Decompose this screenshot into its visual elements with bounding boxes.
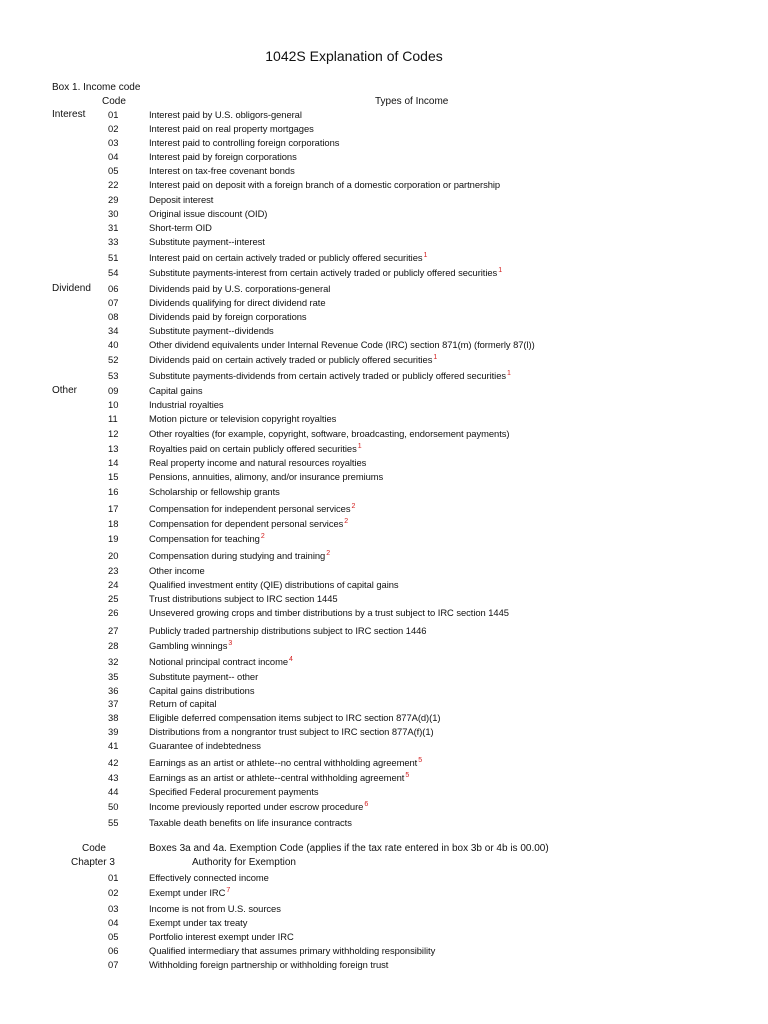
- code-row: [0, 470, 768, 484]
- box1-types-header: Types of Income: [375, 96, 449, 107]
- code-description: Interest paid by U.S. obligors-general: [149, 109, 302, 120]
- code-description-cell: [149, 958, 388, 972]
- footnote-marker: 1: [507, 370, 511, 377]
- income-group-label: Dividend: [52, 283, 91, 294]
- exemption-authority-header: Authority for Exemption: [192, 857, 296, 868]
- code-description: Effectively connected income: [149, 872, 269, 883]
- code-value: 06: [108, 945, 119, 956]
- code-description: Interest paid on real property mortgages: [149, 123, 314, 134]
- code-row: [0, 193, 768, 207]
- code-description-cell: [149, 266, 502, 280]
- code-description-cell: [149, 427, 509, 441]
- code-row: [0, 296, 768, 310]
- code-row: [0, 639, 768, 653]
- code-row: [0, 517, 768, 531]
- code-value: 01: [108, 109, 119, 120]
- code-description-cell: [149, 739, 261, 753]
- code-description: Withholding foreign partnership or withholding foreign trust: [149, 959, 389, 970]
- code-value: 06: [108, 283, 119, 294]
- code-row: [0, 207, 768, 221]
- code-description-cell: [149, 412, 336, 426]
- footnote-marker: 4: [289, 656, 293, 663]
- code-description: Qualified investment entity (QIE) distributions of capital gains: [149, 579, 399, 590]
- code-row: [0, 456, 768, 470]
- code-value: 30: [108, 208, 119, 219]
- code-description-cell: [149, 207, 267, 221]
- code-value: 40: [108, 339, 119, 350]
- code-row: [0, 902, 768, 916]
- code-description: Return of capital: [149, 698, 217, 709]
- code-description-cell: [149, 655, 293, 669]
- code-row: [0, 771, 768, 785]
- code-description: Industrial royalties: [149, 399, 224, 410]
- code-row: [0, 266, 768, 280]
- code-description: Substitute payments-interest from certain actively traded or publicly offered securities: [149, 267, 498, 278]
- code-description: Distributions from a nongrantor trust subject to IRC section 877A(f)(1): [149, 726, 434, 737]
- code-description-cell: [149, 122, 314, 136]
- code-description-cell: [149, 578, 399, 592]
- code-description: Gambling winnings: [149, 640, 228, 651]
- footnote-marker: 1: [423, 252, 428, 259]
- code-description-cell: [149, 756, 422, 770]
- code-value: 22: [108, 179, 119, 190]
- code-description-cell: [149, 353, 437, 367]
- code-row: [0, 108, 768, 122]
- code-row: [0, 235, 768, 249]
- code-value: 52: [108, 354, 119, 365]
- code-description-cell: [149, 282, 330, 296]
- code-row: [0, 916, 768, 930]
- code-value: 31: [108, 222, 119, 233]
- code-row: [0, 384, 768, 398]
- box1-heading: Box 1. Income code: [52, 82, 141, 93]
- code-value: 02: [108, 887, 119, 898]
- code-description: Compensation during studying and training: [149, 550, 326, 561]
- code-row: [0, 353, 768, 367]
- code-description-cell: [149, 916, 247, 930]
- exemption-code-header: Code: [82, 843, 106, 854]
- code-description: Compensation for dependent personal services: [149, 518, 344, 529]
- code-description-cell: [149, 251, 427, 265]
- code-value: 28: [108, 640, 119, 651]
- code-value: 29: [108, 194, 119, 205]
- code-value: 33: [108, 236, 119, 247]
- code-row: [0, 756, 768, 770]
- code-row: [0, 485, 768, 499]
- code-description-cell: [149, 800, 368, 814]
- code-description: Exempt under IRC: [149, 887, 226, 898]
- footnote-marker: 1: [433, 354, 438, 361]
- code-description: Interest paid to controlling foreign corporations: [149, 137, 340, 148]
- code-description: Motion picture or television copyright royalties: [149, 413, 337, 424]
- code-description-cell: [149, 930, 294, 944]
- code-value: 44: [108, 786, 119, 797]
- code-description: Dividends paid by U.S. corporations-general: [149, 283, 331, 294]
- code-value: 05: [108, 931, 119, 942]
- code-value: 01: [108, 872, 119, 883]
- code-description: Dividends paid by foreign corporations: [149, 311, 307, 322]
- code-value: 25: [108, 593, 119, 604]
- code-row: [0, 532, 768, 546]
- exemption-heading: Boxes 3a and 4a. Exemption Code (applies if the tax rate entered in box 3b or 4b is 00.00): [149, 843, 549, 854]
- code-row: [0, 578, 768, 592]
- footnote-marker: 2: [351, 503, 356, 510]
- income-group-label: Other: [52, 385, 78, 396]
- code-row: [0, 398, 768, 412]
- code-description-cell: [149, 606, 509, 620]
- footnote-marker: 6: [364, 801, 369, 808]
- code-description-cell: [149, 670, 258, 684]
- code-description: Substitute payments-dividends from certain actively traded or publicly offered securities: [149, 370, 507, 381]
- code-description: Royalties paid on certain publicly offered securities: [149, 443, 357, 454]
- code-description: Interest paid by foreign corporations: [149, 151, 297, 162]
- code-description: Real property income and natural resources royalties: [149, 457, 367, 468]
- code-description: Compensation for teaching: [149, 533, 260, 544]
- code-row: [0, 592, 768, 606]
- code-description: Exempt under tax treaty: [149, 917, 248, 928]
- footnote-marker: 1: [498, 267, 503, 274]
- code-description: Original issue discount (OID): [149, 208, 268, 219]
- code-description: Deposit interest: [149, 194, 214, 205]
- footnote-marker: 2: [260, 533, 265, 540]
- code-value: 55: [108, 817, 119, 828]
- code-description-cell: [149, 164, 295, 178]
- code-value: 39: [108, 726, 119, 737]
- code-description-cell: [149, 221, 212, 235]
- code-row: [0, 944, 768, 958]
- code-description-cell: [149, 697, 216, 711]
- code-value: 12: [108, 428, 119, 439]
- code-row: [0, 324, 768, 338]
- code-description-cell: [149, 624, 426, 638]
- code-description-cell: [149, 564, 205, 578]
- code-value: 10: [108, 399, 119, 410]
- code-description-cell: [149, 711, 440, 725]
- code-description-cell: [149, 592, 338, 606]
- code-description-cell: [149, 725, 434, 739]
- code-description-cell: [149, 886, 230, 900]
- code-description: Unsevered growing crops and timber distributions by a trust subject to IRC section 1445: [149, 607, 509, 618]
- code-description-cell: [149, 502, 355, 516]
- code-value: 54: [108, 267, 119, 278]
- code-description: Other dividend equivalents under Internal Revenue Code (IRC) section 871(m) (formerly 87(l)): [149, 339, 535, 350]
- code-description-cell: [149, 871, 269, 885]
- code-row: [0, 670, 768, 684]
- code-row: [0, 564, 768, 578]
- code-row: [0, 800, 768, 814]
- footnote-marker: 7: [226, 887, 231, 894]
- code-value: 53: [108, 370, 119, 381]
- code-description-cell: [149, 944, 435, 958]
- code-description-cell: [149, 398, 224, 412]
- code-description: Income is not from U.S. sources: [149, 903, 281, 914]
- code-row: [0, 684, 768, 698]
- code-value: 09: [108, 385, 119, 396]
- code-row: [0, 122, 768, 136]
- code-value: 51: [108, 252, 119, 263]
- code-description: Other royalties (for example, copyright, software, broadcasting, endorsement payments): [149, 428, 510, 439]
- code-description-cell: [149, 150, 297, 164]
- code-description: Eligible deferred compensation items subject to IRC section 877A(d)(1): [149, 712, 441, 723]
- code-row: [0, 711, 768, 725]
- code-description: Earnings as an artist or athlete--no central withholding agreement: [149, 757, 418, 768]
- code-value: 07: [108, 959, 119, 970]
- code-row: [0, 502, 768, 516]
- code-value: 36: [108, 685, 119, 696]
- code-row: [0, 282, 768, 296]
- code-description-cell: [149, 639, 232, 653]
- code-row: [0, 178, 768, 192]
- code-value: 26: [108, 607, 119, 618]
- code-description: Interest on tax-free covenant bonds: [149, 165, 295, 176]
- code-description: Income previously reported under escrow procedure: [149, 801, 364, 812]
- footnote-marker: 1: [357, 443, 362, 450]
- code-row: [0, 739, 768, 753]
- code-description-cell: [149, 108, 302, 122]
- code-description: Trust distributions subject to IRC section 1445: [149, 593, 338, 604]
- code-description: Capital gains: [149, 385, 203, 396]
- code-value: 03: [108, 903, 119, 914]
- code-value: 24: [108, 579, 119, 590]
- code-row: [0, 549, 768, 563]
- code-description-cell: [149, 296, 326, 310]
- code-description-cell: [149, 442, 362, 456]
- code-description: Specified Federal procurement payments: [149, 786, 319, 797]
- code-description: Publicly traded partnership distributions subject to IRC section 1446: [149, 625, 427, 636]
- code-row: [0, 150, 768, 164]
- code-description-cell: [149, 485, 280, 499]
- code-description: Substitute payment--dividends: [149, 325, 274, 336]
- code-description-cell: [149, 338, 535, 352]
- code-description-cell: [149, 785, 319, 799]
- code-row: [0, 251, 768, 265]
- code-description: Pensions, annuities, alimony, and/or insurance premiums: [149, 471, 384, 482]
- code-value: 43: [108, 772, 119, 783]
- code-description-cell: [149, 369, 511, 383]
- footnote-marker: 2: [326, 550, 331, 557]
- code-row: [0, 886, 768, 900]
- code-description-cell: [149, 549, 330, 563]
- code-value: 50: [108, 801, 119, 812]
- code-row: [0, 624, 768, 638]
- page-title: 1042S Explanation of Codes: [265, 48, 443, 64]
- code-row: [0, 725, 768, 739]
- code-description-cell: [149, 517, 348, 531]
- code-row: [0, 338, 768, 352]
- code-description: Interest paid on deposit with a foreign branch of a domestic corporation or partnership: [149, 179, 501, 190]
- code-row: [0, 606, 768, 620]
- code-row: [0, 221, 768, 235]
- code-description: Dividends paid on certain actively traded or publicly offered securities: [149, 354, 433, 365]
- code-description: Dividends qualifying for direct dividend rate: [149, 297, 326, 308]
- code-row: [0, 871, 768, 885]
- code-row: [0, 785, 768, 799]
- code-description: Capital gains distributions: [149, 685, 255, 696]
- code-value: 20: [108, 550, 119, 561]
- code-value: 05: [108, 165, 119, 176]
- code-value: 19: [108, 533, 119, 544]
- code-description: Earnings as an artist or athlete--central withholding agreement: [149, 772, 405, 783]
- code-description-cell: [149, 193, 213, 207]
- code-description: Taxable death benefits on life insurance contracts: [149, 817, 352, 828]
- code-value: 42: [108, 757, 119, 768]
- code-row: [0, 816, 768, 830]
- code-description-cell: [149, 771, 409, 785]
- footnote-marker: 5: [405, 772, 410, 779]
- code-value: 18: [108, 518, 119, 529]
- code-value: 14: [108, 457, 119, 468]
- footnote-marker: 5: [418, 757, 423, 764]
- code-description: Guarantee of indebtedness: [149, 740, 261, 751]
- code-row: [0, 697, 768, 711]
- code-value: 37: [108, 698, 119, 709]
- footnote-marker: 2: [344, 518, 349, 525]
- code-description: Substitute payment--interest: [149, 236, 265, 247]
- code-description: Other income: [149, 565, 205, 576]
- code-row: [0, 427, 768, 441]
- code-description-cell: [149, 456, 366, 470]
- code-row: [0, 412, 768, 426]
- code-description-cell: [149, 324, 274, 338]
- code-description: Interest paid on certain actively traded or publicly offered securities: [149, 252, 423, 263]
- code-value: 17: [108, 503, 119, 514]
- code-description: Substitute payment-- other: [149, 671, 259, 682]
- code-value: 04: [108, 151, 119, 162]
- code-row: [0, 310, 768, 324]
- code-value: 41: [108, 740, 119, 751]
- code-row: [0, 930, 768, 944]
- code-description: Notional principal contract income: [149, 656, 288, 667]
- footnote-marker: 3: [228, 640, 233, 647]
- code-description-cell: [149, 136, 339, 150]
- code-description-cell: [149, 684, 254, 698]
- code-description-cell: [149, 816, 352, 830]
- code-description-cell: [149, 235, 265, 249]
- code-value: 13: [108, 443, 119, 454]
- code-row: [0, 136, 768, 150]
- code-row: [0, 442, 768, 456]
- code-row: [0, 655, 768, 669]
- code-description: Short-term OID: [149, 222, 212, 233]
- code-description-cell: [149, 384, 203, 398]
- code-description: Compensation for independent personal services: [149, 503, 351, 514]
- code-value: 16: [108, 486, 119, 497]
- code-value: 38: [108, 712, 119, 723]
- box1-code-header: Code: [102, 96, 126, 107]
- code-value: 35: [108, 671, 119, 682]
- code-value: 03: [108, 137, 119, 148]
- code-description: Qualified intermediary that assumes primary withholding responsibility: [149, 945, 436, 956]
- code-value: 04: [108, 917, 119, 928]
- code-description-cell: [149, 178, 500, 192]
- code-row: [0, 958, 768, 972]
- code-description-cell: [149, 310, 307, 324]
- code-value: 02: [108, 123, 119, 134]
- code-description-cell: [149, 902, 281, 916]
- exemption-chapter-label: Chapter 3: [71, 857, 115, 868]
- code-value: 11: [108, 413, 118, 424]
- code-description-cell: [149, 532, 265, 546]
- code-value: 34: [108, 325, 119, 336]
- code-value: 27: [108, 625, 119, 636]
- code-value: 32: [108, 656, 119, 667]
- code-value: 08: [108, 311, 119, 322]
- code-row: [0, 369, 768, 383]
- code-description-cell: [149, 470, 383, 484]
- code-value: 23: [108, 565, 119, 576]
- income-group-label: Interest: [52, 109, 86, 120]
- code-value: 07: [108, 297, 119, 308]
- code-row: [0, 164, 768, 178]
- code-description: Scholarship or fellowship grants: [149, 486, 280, 497]
- code-description: Portfolio interest exempt under IRC: [149, 931, 294, 942]
- code-value: 15: [108, 471, 119, 482]
